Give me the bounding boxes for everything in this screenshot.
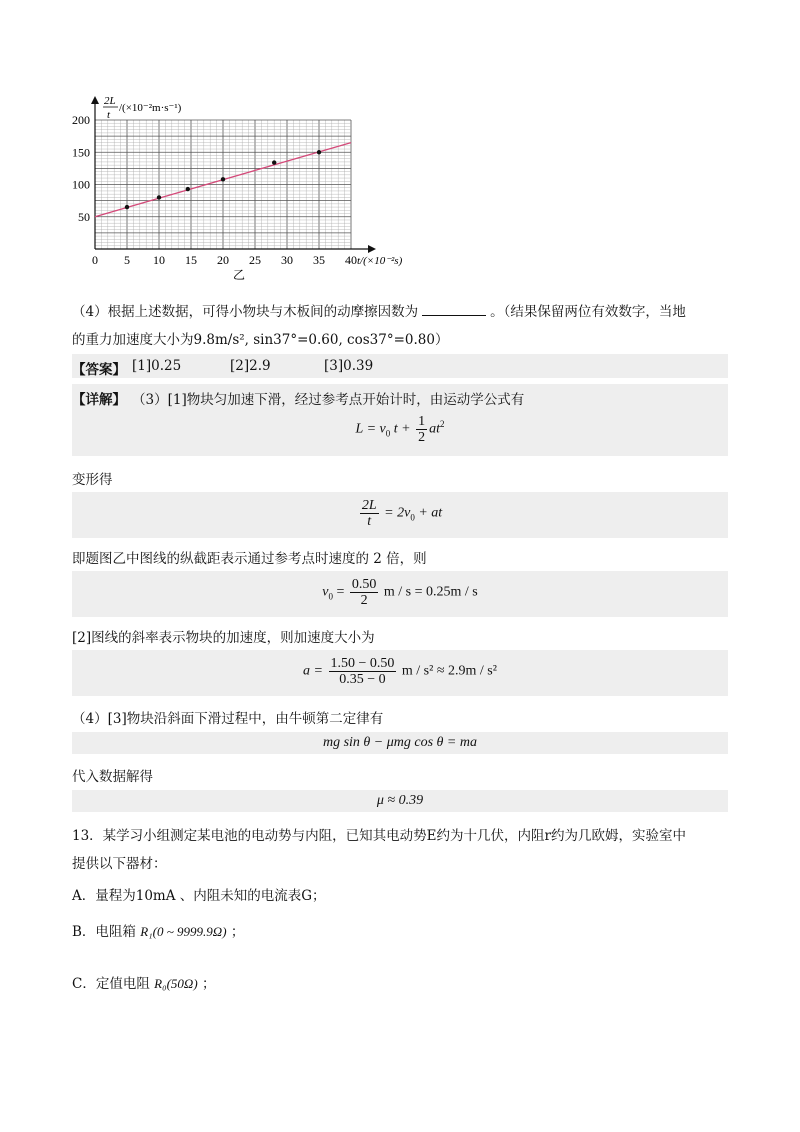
y-tick-label: 100: [72, 177, 90, 192]
y-tick-labels: [72, 113, 90, 224]
y-tick-label: 50: [78, 209, 90, 224]
option-c-symbol: R₀(50Ω): [154, 976, 198, 991]
option-c-label: C．定值电阻: [72, 976, 150, 992]
data-point: [317, 150, 321, 154]
q4-text-before: （4）根据上述数据，可得小物块与木板间的动摩擦因数为: [72, 304, 419, 320]
answer-2: [2]2.9: [230, 358, 271, 374]
y-axis-unit: /(×10⁻²m·s⁻¹): [119, 102, 182, 114]
x-tick-label: 35: [313, 253, 325, 267]
x-tick-label: 25: [249, 253, 261, 267]
equation-4: a = $\frac{1.50 - 0.50}{0.35 - 0}$ m / s² ≈ 2.9m / s²: [303, 656, 497, 687]
equation-2: $\frac{2L}{t}$ = $2v_0$ + at: [361, 498, 443, 529]
y-tick-label: 200: [72, 113, 90, 127]
equation-3-box: [72, 571, 728, 617]
x-axis-label: t/(×10⁻²s): [357, 255, 403, 267]
option-c: [72, 972, 215, 992]
note-1: 即题图乙中图线的纵截距表示通过参考点时速度的 2 倍，则: [72, 551, 427, 567]
option-b-end: ；: [230, 924, 245, 940]
note-4: 代入数据解得: [72, 769, 153, 785]
chart-grid: [95, 120, 351, 249]
data-point: [125, 205, 129, 209]
data-point: [157, 195, 161, 199]
data-point: [272, 160, 276, 164]
detail-label: 【详解】: [72, 392, 126, 408]
question-13-line2: 提供以下器材：: [72, 856, 167, 872]
data-point: [221, 177, 225, 181]
equation-1: $L = v_0$ t + $\frac{1}{2}$ $at^2$: [355, 414, 445, 445]
option-c-end: ；: [201, 976, 216, 992]
question-13-line1: 13．某学习小组测定某电池的电动势与内阻，已知其电动势E约为十几伏，内阻r约为几欧姆，实验室中: [72, 828, 686, 844]
equation-2-box: [72, 492, 728, 538]
x-tick-label: 20: [217, 253, 229, 267]
answer-label: 【答案】: [72, 362, 126, 378]
equation-6: μ ≈ 0.39: [376, 793, 424, 808]
question-4-line1: [72, 300, 686, 320]
data-point: [186, 187, 190, 191]
chart-caption: 乙: [233, 268, 246, 280]
transform-text: 变形得: [72, 472, 113, 488]
answer-box: [72, 354, 728, 378]
detail-intro: （3）[1]物块匀加速下滑，经过参考点开始计时，由运动学公式有: [132, 392, 525, 408]
y-tick-label: 150: [72, 145, 90, 160]
x-tick-label: 40: [345, 253, 357, 267]
equation-4-box: [72, 650, 728, 696]
x-tick-label: 15: [185, 253, 197, 267]
x-tick-label: 5: [124, 253, 130, 267]
option-b-label: B．电阻箱: [72, 924, 136, 940]
equation-5-box: [72, 732, 728, 754]
x-tick-labels: [92, 253, 357, 267]
note-3: （4）[3]物块沿斜面下滑过程中，由牛顿第二定律有: [72, 711, 384, 727]
x-tick-label: 30: [281, 253, 293, 267]
note-2: [2]图线的斜率表示物块的加速度，则加速度大小为: [72, 630, 375, 646]
option-b-symbol: R₁(0 ~ 9999.9Ω): [140, 924, 227, 939]
x-tick-label: 0: [92, 253, 98, 267]
question-4-line2: 的重力加速度大小为9.8m/s², sin37°=0.60, cos37°=0.80）: [72, 332, 449, 348]
x-tick-label: 10: [153, 253, 165, 267]
y-axis-label-numerator: 2L: [104, 95, 116, 107]
answer-blank: [422, 303, 486, 316]
answer-1: [1]0.25: [132, 358, 182, 374]
equation-5: mg sin θ − μmg cos θ = ma: [322, 735, 477, 750]
equation-3: $v_0$ = $\frac{0.50}{2}$ m / s = 0.25m / s: [322, 577, 478, 608]
answer-3: [3]0.39: [324, 358, 374, 374]
equation-6-box: [72, 790, 728, 812]
detail-box: [72, 384, 728, 456]
velocity-time-chart: [60, 90, 420, 280]
option-b: [72, 920, 244, 940]
y-axis-label-denominator: t: [107, 109, 111, 121]
q4-text-after: 。（结果保留两位有效数字，当地: [490, 304, 686, 320]
option-a: A．量程为10mA 、内阻未知的电流表G；: [72, 888, 326, 904]
